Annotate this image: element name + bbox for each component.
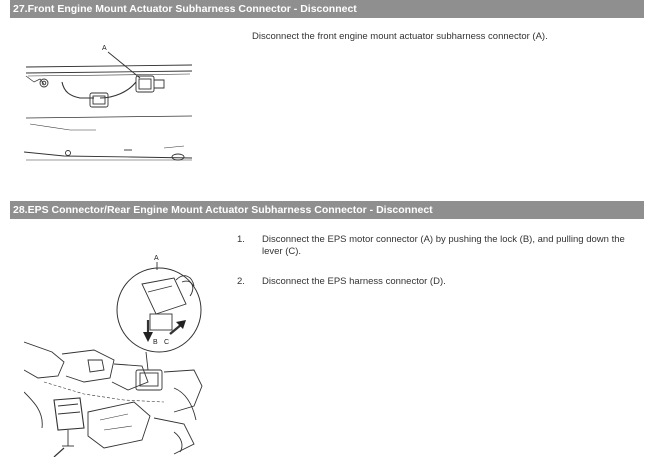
eps-connector-figure — [24, 252, 214, 457]
section-28-step — [237, 234, 647, 260]
step-text: Disconnect the EPS motor connector (A) by pushing the lock (B), and pulling down the lever (C). — [262, 234, 625, 257]
section-28-header: 28.EPS Connector/Rear Engine Mount Actuator Subharness Connector - Disconnect — [10, 201, 644, 219]
section-28-step — [237, 276, 647, 290]
callout-c: C — [164, 339, 170, 346]
callout-a: A — [102, 45, 107, 52]
section-27-header: 27.Front Engine Mount Actuator Subharness Connector - Disconnect — [10, 0, 644, 18]
callout-a: A — [154, 255, 159, 262]
front-engine-mount-connector-figure — [24, 40, 194, 168]
step-text: Disconnect the EPS harness connector (D). — [262, 276, 446, 287]
section-27-instruction: Disconnect the front engine mount actuator subharness connector (A). — [252, 31, 548, 42]
step-number: 2. — [237, 276, 245, 287]
callout-b: B — [153, 339, 158, 346]
step-number: 1. — [237, 234, 245, 245]
